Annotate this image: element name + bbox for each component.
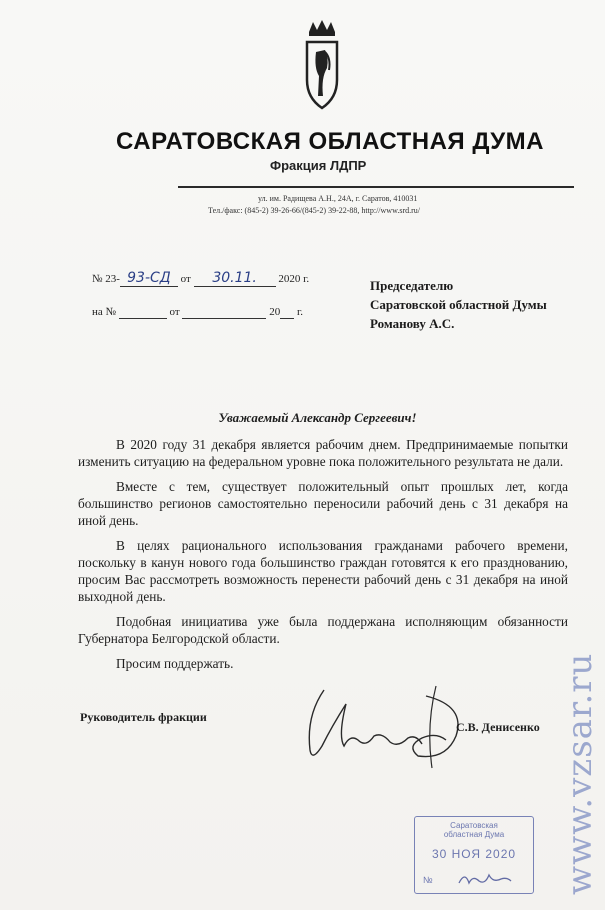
reply-date-blank (182, 306, 266, 319)
addressee-name: Романову А.С. (370, 316, 455, 331)
reply-year-suffix: г. (296, 306, 303, 318)
paragraph: Вместе с тем, существует положительный опыт прошлых лет, когда большинство регионов самостоятельно переносили рабочий день с 31 декабря на иной день. (78, 479, 568, 528)
number-prefix: № 23- (92, 273, 120, 285)
organization-title: САРАТОВСКАЯ ОБЛАСТНАЯ ДУМА (116, 128, 544, 155)
addressee-position: Председателю (370, 278, 454, 293)
reply-from-label: от (169, 306, 180, 318)
faction-name: Фракция ЛДПР (270, 158, 367, 173)
signer-name: С.В. Денисенко (456, 720, 540, 734)
addressee-organization: Саратовской областной Думы (370, 297, 547, 312)
postal-address: ул. им. Радищева А.Н., 24А, г. Саратов, 410031 (258, 194, 418, 203)
date-year: 2020 г. (278, 273, 310, 285)
addressee-block (370, 276, 547, 333)
stamp-organization: Саратовская областная Дума (443, 821, 505, 839)
reply-year-blank (280, 306, 294, 319)
handwritten-date: 30.11. (194, 270, 276, 287)
header-divider (178, 186, 574, 188)
stamp-handwritten-mark (455, 867, 515, 889)
site-watermark: www.vzsar.ru (560, 652, 600, 895)
reply-reference-line (92, 306, 303, 319)
date-prefix: от (180, 273, 191, 285)
paragraph: Просим поддержать. (116, 656, 234, 671)
stamp-number-label: № (423, 875, 433, 885)
reply-year-prefix: 20 (269, 306, 281, 318)
paragraph: Подобная инициатива уже была поддержана исполняющим обязанности Губернатора Белгородской области. (78, 614, 568, 646)
contact-line: Тел./факс: (845-2) 39-26-66/(845-2) 39-22-88, http://www.srd.ru/ (208, 206, 420, 215)
stamp-date: 30 НОЯ 2020 (431, 847, 517, 861)
letter-body (78, 436, 568, 680)
paragraph: В целях рационального использования гражданами рабочего времени, поскольку в канун нового года большинство граждан готовятся к его празднованию, просим Вас рассмотреть возможность перенести рабочий день с 31 декабря на иной выходной день. (78, 538, 568, 604)
outgoing-number-line (92, 270, 309, 287)
saratov-coat-of-arms-icon (301, 18, 343, 118)
reply-number-label: на № (92, 306, 117, 318)
paragraph: В 2020 году 31 декабря является рабочим днем. Предпринимаемые попытки изменить ситуацию на федеральном уровне пока положительного результата не дали. (78, 437, 568, 469)
reply-number-blank (119, 306, 167, 319)
registration-stamp (414, 816, 534, 894)
handwritten-number: 93-СД (120, 270, 178, 287)
signer-position: Руководитель фракции (80, 710, 207, 724)
salutation: Уважаемый Александр Сергеевич! (218, 410, 417, 425)
